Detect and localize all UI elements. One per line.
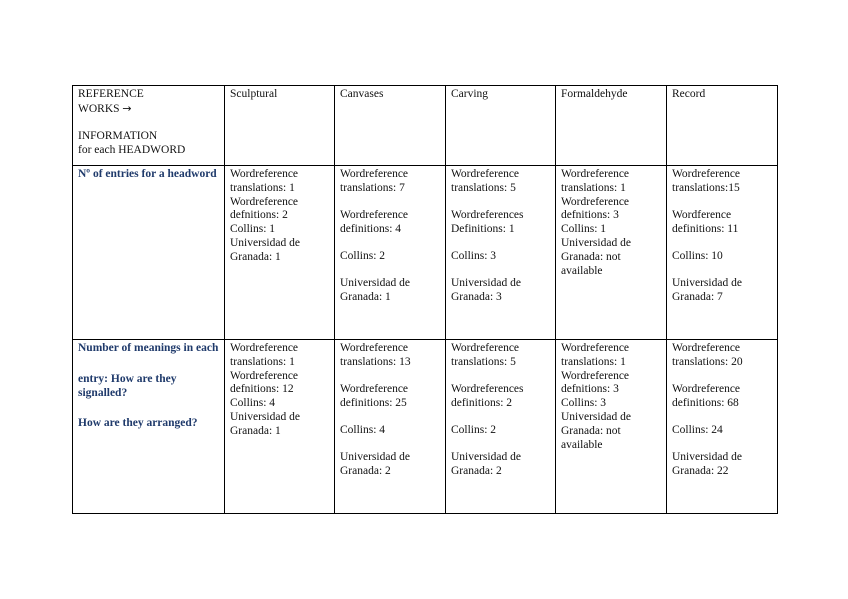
collins: Collins: 10: [672, 250, 723, 263]
wr-definitions: Wordference definitions: 11: [672, 209, 739, 235]
cell-meanings-formaldehyde: [556, 340, 667, 514]
ugr: Universidad de Granada: 1: [340, 277, 410, 304]
collins: Collins: 2: [451, 424, 497, 437]
cell-entries-carving: [446, 166, 556, 340]
corner-line-3: INFORMATION: [78, 130, 158, 143]
ugr: Universidad de Granada: 2: [451, 451, 521, 478]
row-label-entries: [73, 166, 225, 340]
row-label-meanings-2: entry: How are they signalled?: [78, 372, 177, 399]
collins: Collins: 3: [561, 397, 607, 410]
wr-definitions: Wordreference definitions: 68: [672, 383, 741, 409]
ugr: Universidad de Granada: 22: [672, 451, 742, 478]
cell-entries-canvases: [335, 166, 446, 340]
entries-row: [73, 166, 778, 340]
wr-definitions: Wordreferences definitions: 2: [451, 383, 524, 409]
row-label-entries-text: Nº of entries for a headword: [78, 168, 217, 180]
wr-translations: Wordreference translations: 5: [451, 342, 520, 368]
wr-definitions: Wordreference defnitions: 3: [561, 195, 630, 222]
collins: Collins: 24: [672, 424, 723, 437]
wr-definitions: Wordreferences Definitions: 1: [451, 209, 524, 235]
ugr: Universidad de Granada: 7: [672, 277, 742, 304]
collins: Collins: 4: [230, 397, 276, 410]
wr-translations: Wordreference translations: 1: [561, 168, 630, 194]
cell-meanings-carving: [446, 340, 556, 514]
corner-line-1: REFERENCE: [78, 88, 144, 100]
ugr: Universidad de Granada: not available: [561, 410, 631, 451]
wr-translations: Wordreference translations: 7: [340, 168, 409, 194]
cell-entries-record: [667, 166, 778, 340]
ugr: Universidad de Granada: 3: [451, 277, 521, 304]
right-arrow-icon: →: [122, 101, 132, 115]
wr-translations: Wordreference translations:15: [672, 168, 741, 194]
wr-translations: Wordreference translations: 5: [451, 168, 520, 194]
ugr: Universidad de Granada: 1: [230, 410, 300, 437]
row-label-meanings: [73, 340, 225, 514]
ugr: Universidad de Granada: not available: [561, 236, 631, 277]
collins: Collins: 3: [451, 250, 497, 263]
meanings-row: [73, 340, 778, 514]
headword-formaldehyde: Formaldehyde: [556, 86, 667, 166]
cell-entries-formaldehyde: [556, 166, 667, 340]
wr-translations: Wordreference translations: 1: [230, 168, 299, 194]
cell-meanings-canvases: [335, 340, 446, 514]
collins: Collins: 4: [340, 424, 386, 437]
cell-meanings-sculptural: [225, 340, 335, 514]
wr-definitions: Wordreference defnitions: 3: [561, 369, 630, 396]
cell-meanings-record: [667, 340, 778, 514]
wr-definitions: Wordreference definitions: 4: [340, 209, 409, 235]
wr-translations: Wordreference translations: 20: [672, 342, 743, 368]
headword-canvases: Canvases: [335, 86, 446, 166]
ugr: Universidad de Granada: 1: [230, 236, 300, 263]
wr-definitions: Wordreference defnitions: 12: [230, 369, 299, 396]
reference-works-table: [72, 85, 778, 514]
corner-line-2: WORKS: [78, 102, 120, 115]
headword-carving: Carving: [446, 86, 556, 166]
wr-translations: Wordreference translations: 1: [230, 342, 299, 368]
collins: Collins: 1: [230, 223, 276, 236]
row-label-meanings-1: Number of meanings in each: [78, 342, 219, 354]
corner-cell: [73, 86, 225, 166]
wr-definitions: Wordreference definitions: 25: [340, 383, 409, 409]
cell-entries-sculptural: [225, 166, 335, 340]
wr-translations: Wordreference translations: 1: [561, 342, 630, 368]
headword-sculptural: Sculptural: [225, 86, 335, 166]
ugr: Universidad de Granada: 2: [340, 451, 410, 478]
headword-record: Record: [667, 86, 778, 166]
corner-line-4: for each HEADWORD: [78, 143, 186, 156]
collins: Collins: 2: [340, 250, 386, 263]
row-label-meanings-3: How are they arranged?: [78, 417, 198, 430]
collins: Collins: 1: [561, 223, 607, 236]
header-row: [73, 86, 778, 166]
wr-definitions: Wordreference defnitions: 2: [230, 195, 299, 222]
wr-translations: Wordreference translations: 13: [340, 342, 411, 368]
